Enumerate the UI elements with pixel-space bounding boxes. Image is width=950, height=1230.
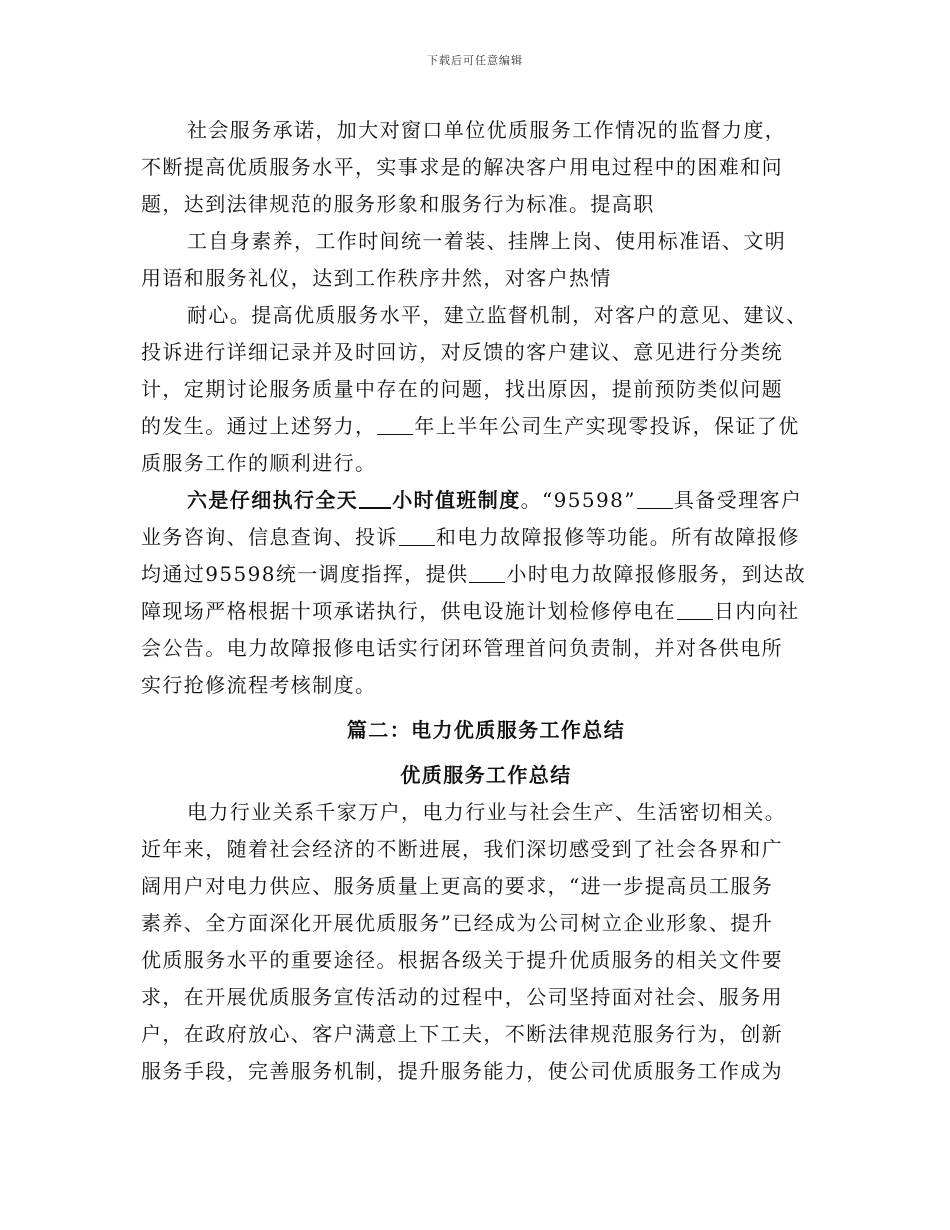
paragraph-line (141, 408, 831, 445)
fill-in-blank (377, 416, 413, 435)
paragraph-line: 电力行业关系千家万户，电力行业与社会生产、生活密切相关。 (187, 800, 787, 824)
paragraph-line (141, 519, 831, 556)
fill-in-blank (677, 601, 713, 620)
paragraph-line: 题，达到法律规范的服务形象和服务行为标准。提高职 (141, 192, 655, 216)
fill-in-blank (399, 527, 435, 546)
bold-heading-segment: 小时值班制度 (392, 488, 521, 512)
spacer (141, 704, 831, 712)
text-segment: 日内向社 (714, 599, 800, 623)
paragraph-line: 质服务工作的顺利进行。 (141, 451, 377, 475)
text-segment: 均通过95598统一调度指挥，提供 (141, 562, 469, 586)
paragraph-line: 素养、全方面深化开展优质服务”已经成为公司树立企业形象、提升 (141, 911, 774, 935)
paragraph-line: 服务手段，完善服务机制，提升服务能力，使公司优质服务工作成为 (141, 1059, 783, 1083)
sub-title: 优质服务工作总结 (400, 763, 572, 787)
paragraph-line (141, 482, 831, 519)
paragraph-line: 投诉进行详细记录并及时回访，对反馈的客户建议、意见进行分类统 (141, 340, 783, 364)
paragraph-line: 计，定期讨论服务质量中存在的问题，找出原因，提前预防类似问题 (141, 377, 783, 401)
paragraph-line: 耐心。提高优质服务水平，建立监督机制，对客户的意见、建议、 (187, 303, 808, 327)
text-segment: 障现场严格根据十项承诺执行，供电设施计划检修停电在 (141, 599, 676, 623)
text-segment: 业务咨询、信息查询、投诉 (141, 525, 398, 549)
text-segment: 小时电力故障报修服务，到达故 (506, 562, 807, 586)
text-segment: 年上半年公司生产实现零投诉，保证了优 (414, 414, 800, 438)
paragraph-line: 不断提高优质服务水平，实事求是的解决客户用电过程中的困难和问 (141, 155, 783, 179)
spacer (141, 749, 831, 757)
paragraph-line: 社会服务承诺，加大对窗口单位优质服务工作情况的监督力度， (187, 118, 787, 142)
text-segment: 和电力故障报修等功能。所有故障报修 (435, 525, 800, 549)
document-body (141, 112, 831, 1090)
paragraph-line: 实行抢修流程考核制度。 (141, 673, 377, 697)
page-header-note: 下载后可任意编辑 (427, 54, 523, 67)
fill-in-blank (359, 489, 391, 509)
paragraph-line: 阔用户对电力供应、服务质量上更高的要求，“进一步提高员工服务 (141, 874, 774, 898)
paragraph-line: 优质服务水平的重要途径。根据各级关于提升优质服务的相关文件要 (141, 948, 783, 972)
paragraph-line (141, 556, 831, 593)
fill-in-blank (469, 564, 505, 583)
section-title: 篇二：电力优质服务工作总结 (346, 718, 626, 742)
paragraph-line: 工自身素养，工作时间统一着装、挂牌上岗、使用标准语、文明 (187, 229, 787, 253)
paragraph-line: 用语和服务礼仪，达到工作秩序井然，对客户热情 (141, 266, 612, 290)
text-segment: 的发生。通过上述努力， (141, 414, 377, 438)
fill-in-blank (637, 490, 673, 509)
paragraph-line: 近年来，随着社会经济的不断进展，我们深切感受到了社会各界和广 (141, 837, 783, 861)
paragraph-line: 户，在政府放心、客户满意上下工夫，不断法律规范服务行为，创新 (141, 1022, 783, 1046)
bold-heading-segment: 六是仔细执行全天 (187, 488, 359, 512)
paragraph-line: 求，在开展优质服务宣传活动的过程中，公司坚持面对社会、服务用 (141, 985, 783, 1009)
paragraph-line: 会公告。电力故障报修电话实行闭环管理首问负责制，并对各供电所 (141, 636, 783, 660)
text-segment: 。“95598” (520, 488, 636, 512)
paragraph-line (141, 593, 831, 630)
text-segment: 具备受理客户 (673, 488, 803, 512)
